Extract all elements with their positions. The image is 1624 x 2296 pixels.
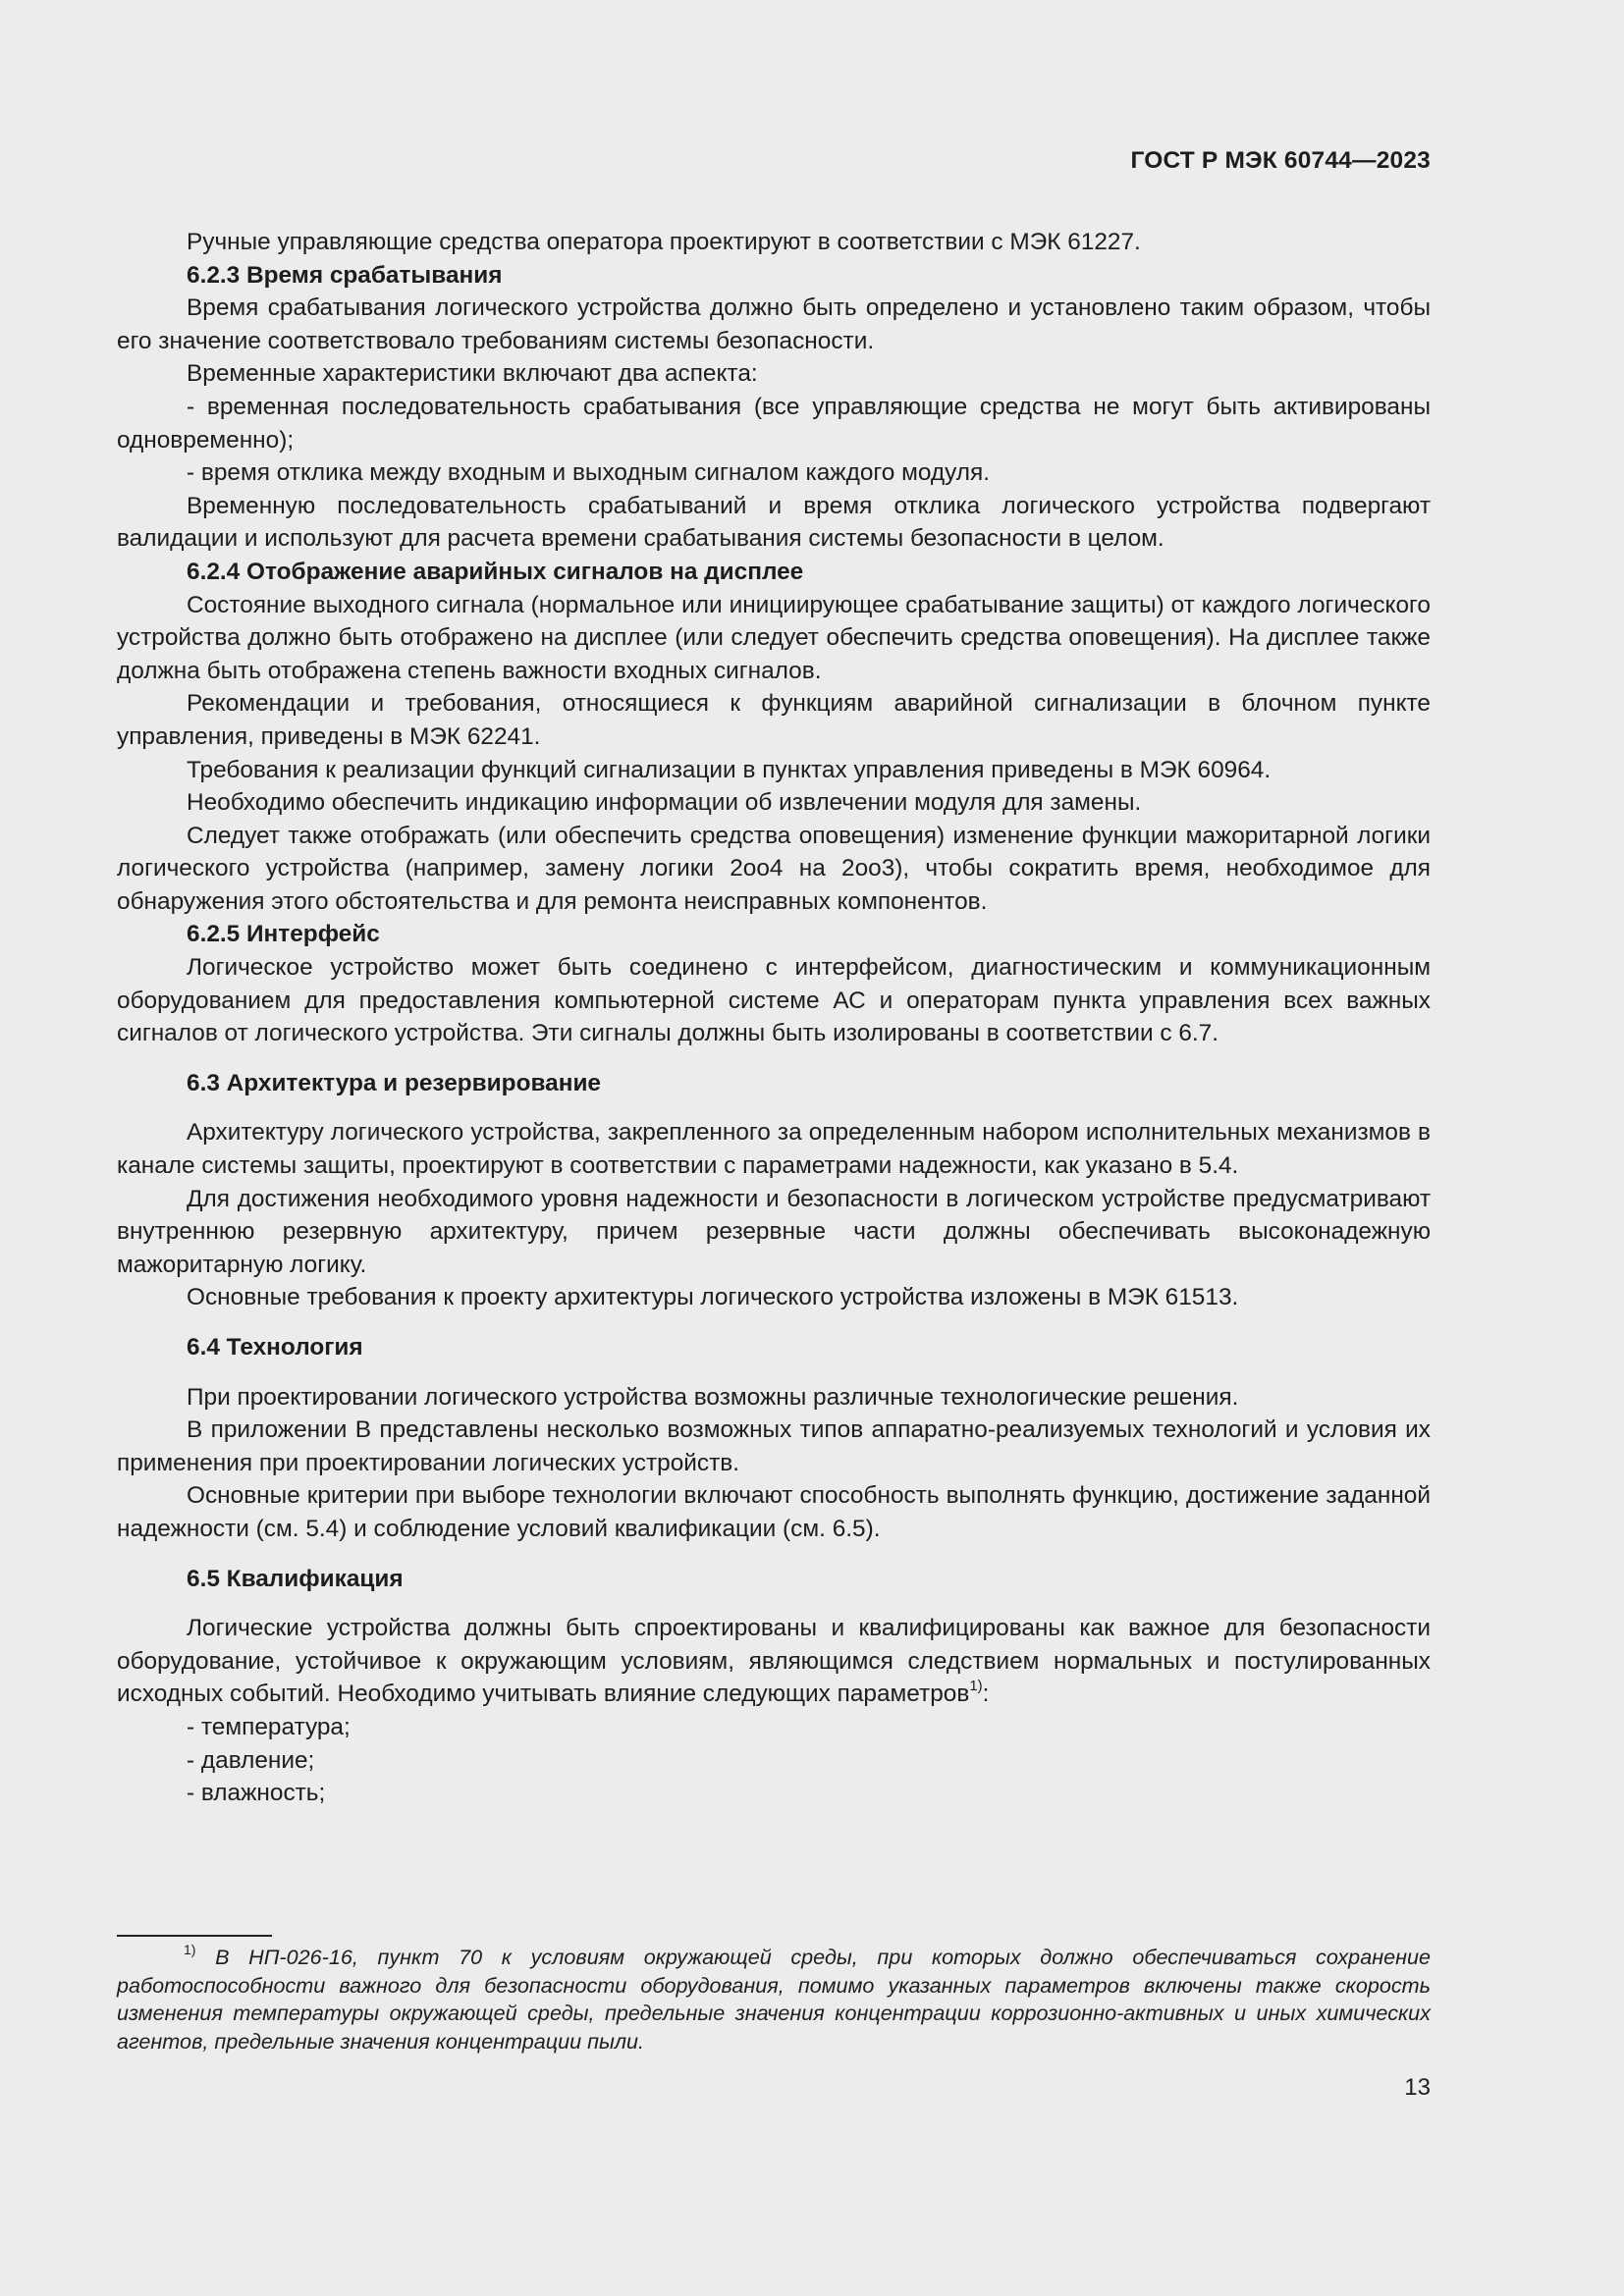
paragraph: Следует также отображать (или обеспечить средства оповещения) изменение функции мажоритарной логики логического устройства (например, замену логики 2оо4 на 2оо3), чтобы сократить время, необходимое для обнаружения этого обстоятельства и для ремонта неисправных компонентов. xyxy=(117,822,1431,915)
paragraph-text: Логические устройства должны быть спроектированы и квалифицированы как важное для безопасности оборудование, устойчивое к окружающим условиям, являющимся следствием нормальных и постулированных исходных событий. Необходимо учитывать влияние следующих параметров xyxy=(117,1615,1431,1708)
paragraph: Основные критерии при выборе технологии включают способность выполнять функцию, достижение заданной надежности (см. 5.4) и соблюдение условий квалификации (см. 6.5). xyxy=(117,1482,1431,1542)
list-item: - температура; xyxy=(187,1713,351,1740)
paragraph: Основные требования к проекту архитектуры логического устройства изложены в МЭК 61513. xyxy=(187,1284,1239,1311)
footnote-mark: 1) xyxy=(184,1941,196,1957)
paragraph: Время срабатывания логического устройства должно быть определено и установлено таким образом, чтобы его значение соответствовало требованиям системы безопасности. xyxy=(117,294,1431,354)
paragraph-with-footnote xyxy=(117,1612,1431,1711)
paragraph: Ручные управляющие средства оператора проектируют в соответствии с МЭК 61227. xyxy=(187,229,1141,255)
section-heading-6-3: 6.3 Архитектура и резервирование xyxy=(187,1069,602,1096)
paragraph: Логическое устройство может быть соединено с интерфейсом, диагностическим и коммуникационным оборудованием для предоставления компьютерной системе АС и операторам пункта управления всех важных сигналов от логического устройства. Эти сигналы должны быть изолированы в соответствии с 6.7. xyxy=(117,954,1431,1047)
paragraph: Рекомендации и требования, относящиеся к функциям аварийной сигнализации в блочном пункте управления, приведены в МЭК 62241. xyxy=(117,690,1431,750)
paragraph: Для достижения необходимого уровня надежности и безопасности в логическом устройстве предусматривают внутреннюю резервную архитектуру, причем резервные части должны обеспечивать высоконадежную мажоритарную логику. xyxy=(117,1185,1431,1278)
subsection-heading-6-2-5: 6.2.5 Интерфейс xyxy=(187,921,380,948)
footnote xyxy=(117,1941,1431,2056)
list-item: - влажность; xyxy=(187,1780,326,1807)
paragraph: Временные характеристики включают два аспекта: xyxy=(187,360,758,388)
subsection-heading-6-2-3: 6.2.3 Время срабатывания xyxy=(187,261,503,289)
footnote-separator xyxy=(117,1935,272,1937)
list-item: - давление; xyxy=(187,1746,315,1774)
document-header: ГОСТ Р МЭК 60744—2023 xyxy=(1130,147,1431,174)
paragraph: Архитектуру логического устройства, закрепленного за определенным набором исполнительных механизмов в канале системы защиты, проектируют в соответствии с параметрами надежности, как указано в 5.4. xyxy=(117,1119,1431,1180)
footnote-text: В НП-026-16, пункт 70 к условиям окружающей среды, при которых должно обеспечиваться сохранение работоспособности важного для безопасности оборудования, помимо указанных параметров включены также скорость изменения температуры окружающей среды, предельные значения концентрации коррозионно-активных и иных химических агентов, предельные значения концентрации пыли. xyxy=(117,1945,1431,2054)
paragraph: При проектировании логического устройства возможны различные технологические решения. xyxy=(187,1383,1239,1411)
paragraph-tail: : xyxy=(982,1681,990,1708)
paragraph: - временная последовательность срабатывания (все управляющие средства не могут быть активированы одновременно); xyxy=(117,393,1431,454)
paragraph: Необходимо обеспечить индикацию информации об извлечении модуля для замены. xyxy=(187,789,1142,817)
paragraph: Состояние выходного сигнала (нормальное или инициирующее срабатывание защиты) от каждого логического устройства должно быть отображено на дисплее (или следует обеспечить средства оповещения). На дисплее также должна быть отображена степень важности входных сигналов. xyxy=(117,591,1431,684)
section-heading-6-5: 6.5 Квалификация xyxy=(187,1565,404,1592)
paragraph: Требования к реализации функций сигнализации в пунктах управления приведены в МЭК 60964. xyxy=(187,756,1272,783)
page-number: 13 xyxy=(1404,2074,1431,2101)
subsection-heading-6-2-4: 6.2.4 Отображение аварийных сигналов на дисплее xyxy=(187,558,804,585)
paragraph: Временную последовательность срабатываний и время отклика логического устройства подвергают валидации и используют для расчета времени срабатывания системы безопасности в целом. xyxy=(117,492,1431,553)
footnote-reference: 1) xyxy=(969,1678,983,1695)
paragraph: В приложении В представлены несколько возможных типов аппаратно-реализуемых технологий и условия их применения при проектировании логических устройств. xyxy=(117,1416,1431,1476)
paragraph: - время отклика между входным и выходным сигналом каждого модуля. xyxy=(187,459,991,487)
section-heading-6-4: 6.4 Технология xyxy=(187,1334,363,1361)
document-body xyxy=(117,226,1431,1810)
